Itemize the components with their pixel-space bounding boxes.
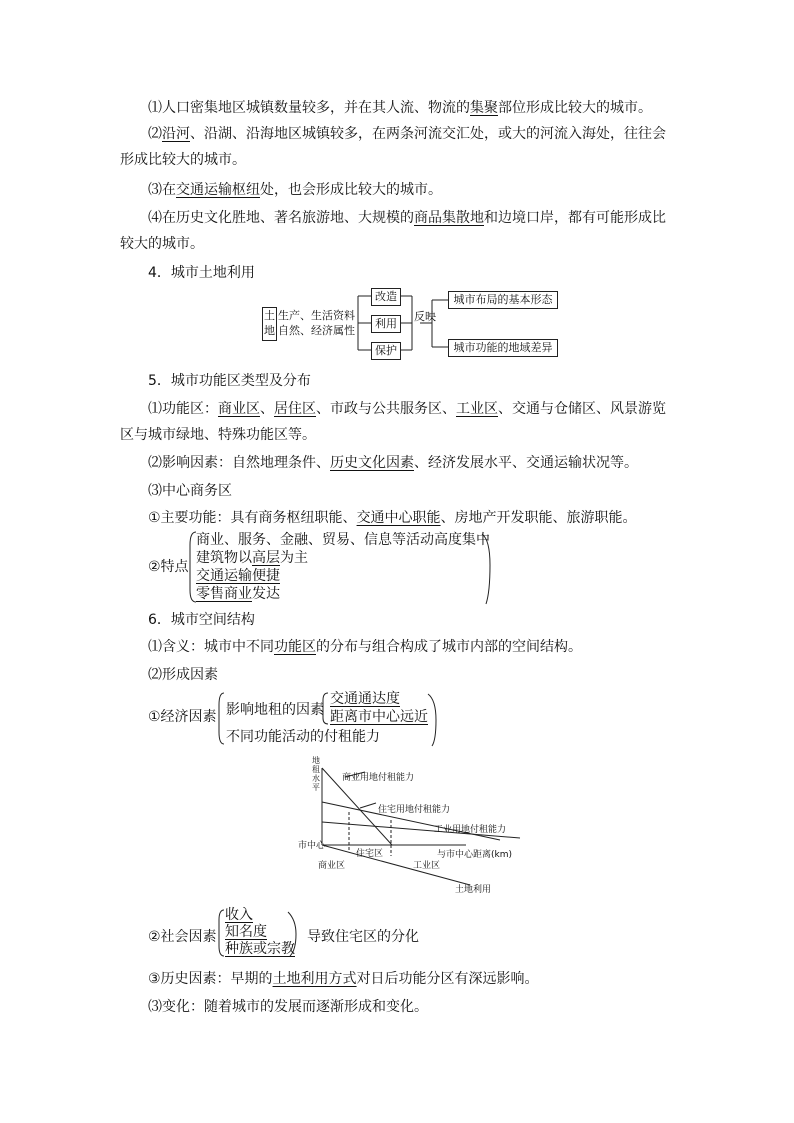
label-land-use: 土地利用 [455,885,492,895]
zone-commercial: 商业区 [318,861,346,871]
reflect-label: 反映 [414,310,436,323]
cbd-feature-1: 商业、服务、金融、贸易、信息等活动高度集中 [196,532,490,548]
cbd-feature-2: 建筑物以高层为主 [196,550,308,566]
chart-xlabel: 与市中心距离(km) [437,850,513,860]
cbd-feature-3: 交通运输便捷 [196,568,280,584]
zone-industrial: 工业区 [413,861,441,871]
social-factor-list [225,907,295,958]
heading-5: 5．城市功能区类型及分布 [148,373,311,389]
econ-rent-ability: 不同功能活动的付租能力 [226,729,380,745]
box-transform: 改造 [371,288,401,306]
para-cbd-function: ①主要功能：具有商务枢纽职能、交通中心职能、房地产开发职能、旅游职能。 [148,510,637,526]
econ-label: ①经济因素 [148,709,217,725]
para-history-1: ⑷在历史文化胜地、著名旅游地、大规模的商品集散地和边境口岸，都有可能形成比 [148,210,666,226]
social-income: 收入 [225,907,253,923]
para-factors: ⑵影响因素：自然地理条件、历史文化因素、经济发展水平、交通运输状况等。 [148,455,638,471]
para-change: ⑶变化：随着城市的发展而逐渐形成和变化。 [148,999,428,1015]
box-use: 利用 [371,315,401,333]
land-box: 土地 [262,307,277,341]
para-functional-2: 区与城市绿地、特殊功能区等。 [120,427,316,443]
box-regional-diff: 城市功能的地域差异 [448,339,558,357]
para-functional-1: ⑴功能区：商业区、居住区、市政与公共服务区、工业区、交通与仓储区、风景游览 [148,401,666,417]
heading-6: 6．城市空间结构 [148,612,255,628]
para-crowded: ⑴人口密集地区城镇数量较多，并在其人流、物流的集聚部位形成比较大的城市。 [148,100,652,116]
para-transport: ⑶在交通运输枢纽处，也会形成比较大的城市。 [148,182,442,198]
social-result: 导致住宅区的分化 [307,929,419,945]
land-attrs: 生产、生活资料 自然、经济属性 [278,309,355,337]
para-history-factor: ③历史因素：早期的土地利用方式对日后功能分区有深远影响。 [148,971,539,987]
zone-residential: 住宅区 [356,849,384,859]
label-industrial-rent: 工业用地付租能力 [434,825,507,835]
para-meaning: ⑴含义：城市中不同功能区的分布与组合构成了城市内部的空间结构。 [148,639,582,655]
box-layout-form: 城市布局的基本形态 [448,291,558,309]
social-fame: 知名度 [225,924,267,940]
econ-accessibility: 交通通达度 [330,691,400,707]
cbd-features-label: ②特点 [148,559,189,575]
econ-rent-factors: 影响地租的因素 [226,702,324,718]
social-label: ②社会因素 [148,929,217,945]
cbd-feature-4: 零售商业发达 [196,586,280,602]
box-protect: 保护 [371,342,401,360]
para-river-2: 形成比较大的城市。 [120,152,246,168]
chart-ylabel: 地租水平 [312,756,320,792]
label-commercial-rent: 商业用地付租能力 [342,773,415,783]
para-cbd: ⑶中心商务区 [148,483,232,499]
heading-4: 4．城市土地利用 [148,265,255,281]
chart-origin: 市中心 [298,841,326,851]
para-factors-6: ⑵形成因素 [148,667,218,683]
para-history-2: 较大的城市。 [120,236,204,252]
label-residential-rent: 住宅用地付租能力 [378,805,451,815]
para-river-1: ⑵沿河、沿湖、沿海地区城镇较多，在两条河流交汇处，或大的河流入海处，往往会 [148,126,666,142]
social-race: 种族或宗教 [225,941,295,957]
econ-distance: 距离市中心远近 [330,709,428,725]
